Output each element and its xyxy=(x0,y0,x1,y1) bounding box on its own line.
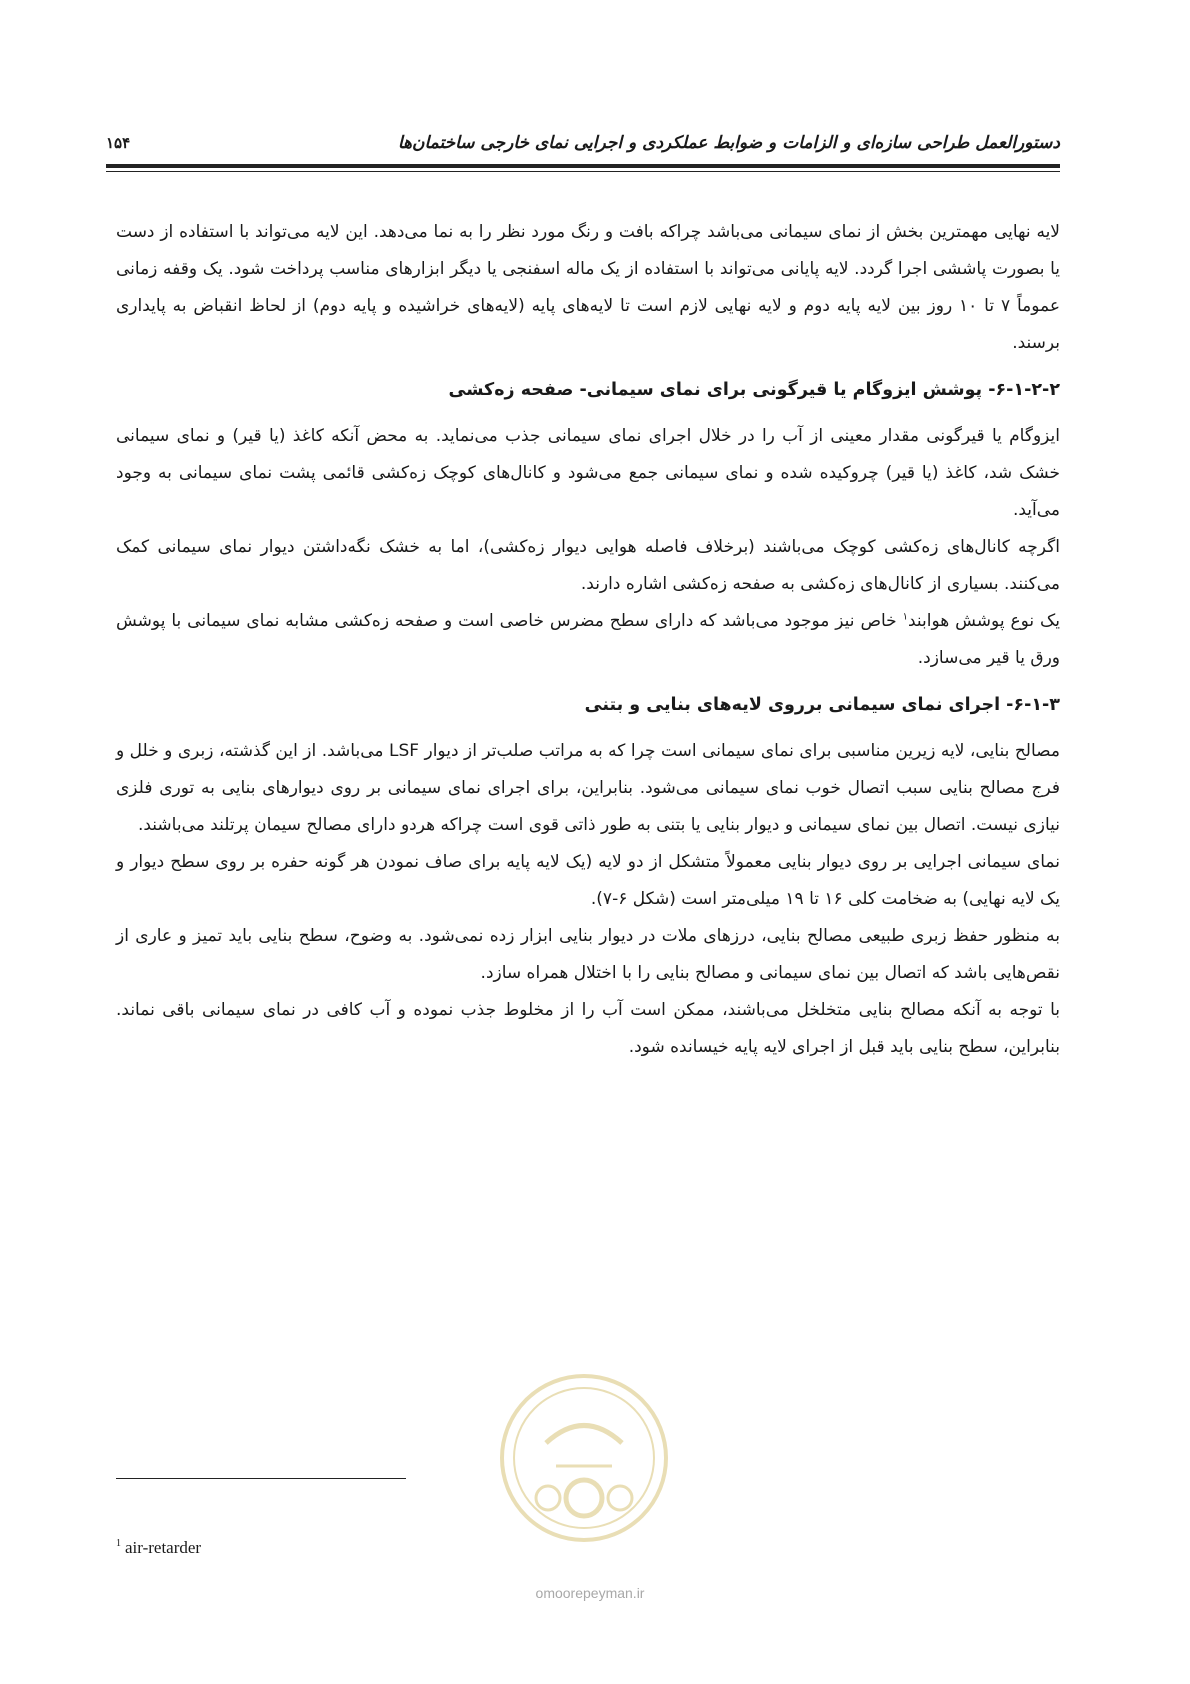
section-heading-6-1-2-2: ۶-۱-۲-۲- پوشش ایزوگام یا قیرگونی برای نمای سیمانی- صفحه زه‌کشی xyxy=(448,380,1060,400)
paragraph-air-barrier xyxy=(116,603,1060,677)
paragraph-isogam: ایزوگام یا قیرگونی مقدار معینی از آب را در خلال اجرای نمای سیمانی جذب می‌نماید. به محض آنکه کاغذ (یا قیر) و نمای سیمانی خشک شد، کاغذ (یا قیر) چروکیده شده و نمای سیمانی جمع می‌شود و کانال‌های کوچک زه‌کشی قائمی پشت نمای سیمانی به وجود می‌آید. xyxy=(116,426,1060,520)
air-barrier-text-start: یک نوع پوشش هوابند xyxy=(907,611,1060,631)
footnote xyxy=(116,1538,201,1558)
footnote-separator xyxy=(116,1478,406,1479)
paragraph-final-coat: لایه نهایی مهمترین بخش از نمای سیمانی می‌باشد چراکه بافت و رنگ مورد نظر را به نما می‌دهد. این لایه می‌تواند با استفاده از دست یا بصورت پاششی اجرا گردد. لایه پایانی می‌تواند با استفاده از یک ماله اسفنجی یا دیگر ابزارهای مناسب پرداخت شود. یک وقفه زمانی عموماً ۷ تا ۱۰ روز بین لایه پایه دوم و لایه نهایی لازم است تا لایه‌های پایه (لایه‌های خراشیده و پایه دوم) از لحاظ انقباض به پایداری برسند. xyxy=(116,222,1061,353)
watermark-logo xyxy=(496,1348,672,1558)
paragraph-masonry-substrate: مصالح بنایی، لایه زیرین مناسبی برای نمای سیمانی است چرا که به مراتب صلب‌تر از دیوار LSF می‌باشد. از این گذشته، زبری و خلل و فرج مصالح بنایی سبب اتصال خوب نمای سیمانی می‌شود. بنابراین، برای اجرای نمای سیمانی بر روی دیوارهای بنایی به توری فلزی نیازی نیست. اتصال بین نمای سیمانی و دیوار بنایی یا بتنی به طور ذاتی قوی است چراکه هردو دارای مصالح سیمان پرتلند می‌باشند. xyxy=(116,741,1061,835)
running-title: دستورالعمل طراحی سازه‌ای و الزامات و ضوابط عملکردی و اجرایی نمای خارجی ساختمان‌ها xyxy=(397,133,1060,153)
footnote-marker: 1 xyxy=(116,1538,121,1550)
footnote-reference[interactable]: ۱ xyxy=(902,611,908,623)
paragraph-mortar-joints: به منظور حفظ زبری طبیعی مصالح بنایی، درزهای ملات در دیوار بنایی ابزار زده نمی‌شود. به وضوح، سطح بنایی باید تمیز و عاری از نقص‌هایی باشد که اتصال بین نمای سیمانی و مصالح بنایی را با اختلال همراه سازد. xyxy=(116,926,1060,983)
header-rule-thick xyxy=(106,164,1060,168)
watermark-url: omoorepeyman.ir xyxy=(535,1585,645,1601)
section-heading-6-1-3: ۶-۱-۳- اجرای نمای سیمانی برروی لایه‌های بنایی و بتنی xyxy=(584,695,1060,715)
header-rule-thin xyxy=(106,171,1060,172)
paragraph-two-coats: نمای سیمانی اجرایی بر روی دیوار بنایی معمولاً متشکل از دو لایه (یک لایه پایه برای صاف نمودن هر گونه حفره بر روی سطح دیوار و یک لایه نهایی) به ضخامت کلی ۱۶ تا ۱۹ میلی‌متر است (شکل ۶-۷). xyxy=(116,852,1060,909)
paragraph-drainage-channels: اگرچه کانال‌های زه‌کشی کوچک می‌باشند (برخلاف فاصله هوایی دیوار زه‌کشی)، اما به خشک نگه‌داشتن دیوار نمای سیمانی کمک می‌کنند. بسیاری از کانال‌های زه‌کشی به صفحه زه‌کشی اشاره دارند. xyxy=(116,537,1060,594)
air-barrier-text-end: خاص نیز موجود می‌باشد که دارای سطح مضرس خاصی است و صفحه زه‌کشی مشابه نمای سیمانی با پوشش ورق یا قیر می‌سازد. xyxy=(116,611,1060,668)
page-body xyxy=(116,214,1060,1066)
footnote-text: air-retarder xyxy=(125,1538,202,1557)
page-number: ۱۵۴ xyxy=(106,134,131,152)
paragraph-wetting: با توجه به آنکه مصالح بنایی متخلخل می‌باشند، ممکن است آب را از مخلوط جذب نموده و آب کافی در نمای سیمانی باقی نماند. بنابراین، سطح بنایی باید قبل از اجرای لایه پایه خیسانده شود. xyxy=(116,1000,1060,1057)
page-header xyxy=(106,128,1060,158)
